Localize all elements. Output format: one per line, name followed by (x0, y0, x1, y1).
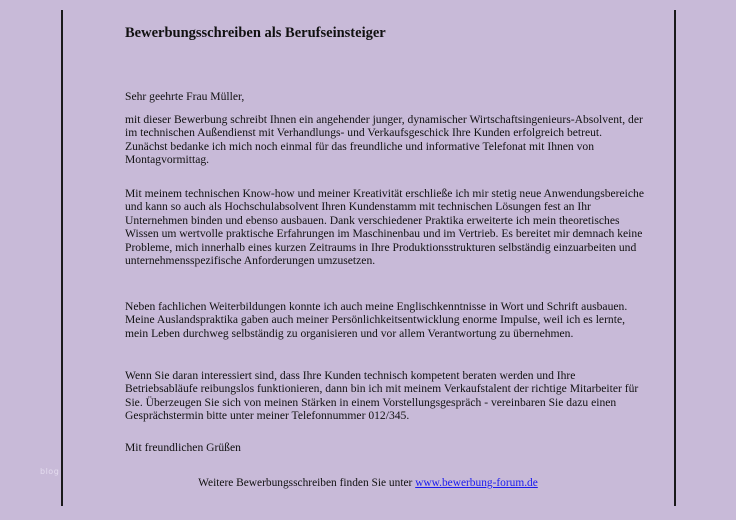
watermark: blog (40, 467, 60, 476)
paragraph-training: Neben fachlichen Weiterbildungen konnte ich auch meine Englischkenntnisse in Wort und Schrift ausbauen. Meine Auslandspraktika gaben auch meiner Persönlichkeitsentwicklung enorme Impulse, weil ich es lernte, mein Leben durchweg selbständig zu organisieren und vor allem Verantwortung zu übernehmen. (125, 300, 628, 340)
footer-text: Weitere Bewerbungsschreiben finden Sie unter (198, 477, 416, 489)
footer (0, 477, 736, 489)
paragraph-intro: mit dieser Bewerbung schreibt Ihnen ein angehender junger, dynamischer Wirtschaftsingenieurs-Absolvent, der im technischen Außendienst mit Verhandlungs- und Verkaufsgeschick Ihre Kunden erfolgreich betreut. Zunächst bedanke ich mich noch einmal für das freundliche und informative Telefonat mit Ihnen von Montagvormittag. (125, 113, 643, 167)
document-title: Bewerbungsschreiben als Berufseinsteiger (125, 25, 386, 41)
paragraph-call-to-action: Wenn Sie daran interessiert sind, dass Ihre Kunden technisch kompetent beraten werden und Ihre Betriebsabläufe reibungslos funktionieren, dann bin ich mit meinem Verkaufstalent der richtige Mitarbeiter für Sie. Überzeugen Sie sich von meinen Stärken in einem Vorstellungsgespräch - vereinbaren Sie dazu einen Gesprächstermin bitte unter meiner Telefonnummer 012/345. (125, 369, 639, 423)
salutation: Sehr geehrte Frau Müller, (125, 90, 245, 103)
left-margin-rule (61, 10, 63, 506)
paragraph-skills: Mit meinem technischen Know-how und meiner Kreativität erschließe ich mir stetig neue Anwendungsbereiche und kann so auch als Hochschulabsolvent Ihren Kundenstamm mit technischen Lösungen fest an Ihr Unternehmen binden und ebenso ausbauen. Dank verschiedener Praktika erweiterte ich mein theoretisches Wissen um wertvolle praktische Erfahrungen im Maschinenbau und im Vertrieb. Es bereitet mir demnach keine Probleme, mich innerhalb eines kurzen Zeitraums in Ihre Produktionsstrukturen selbständig einzuarbeiten und unternehmensspezifische Anforderungen umzusetzen. (125, 187, 644, 268)
footer-link[interactable]: www.bewerbung-forum.de (415, 477, 538, 489)
closing-greeting: Mit freundlichen Grüßen (125, 441, 241, 454)
right-margin-rule (674, 10, 676, 506)
